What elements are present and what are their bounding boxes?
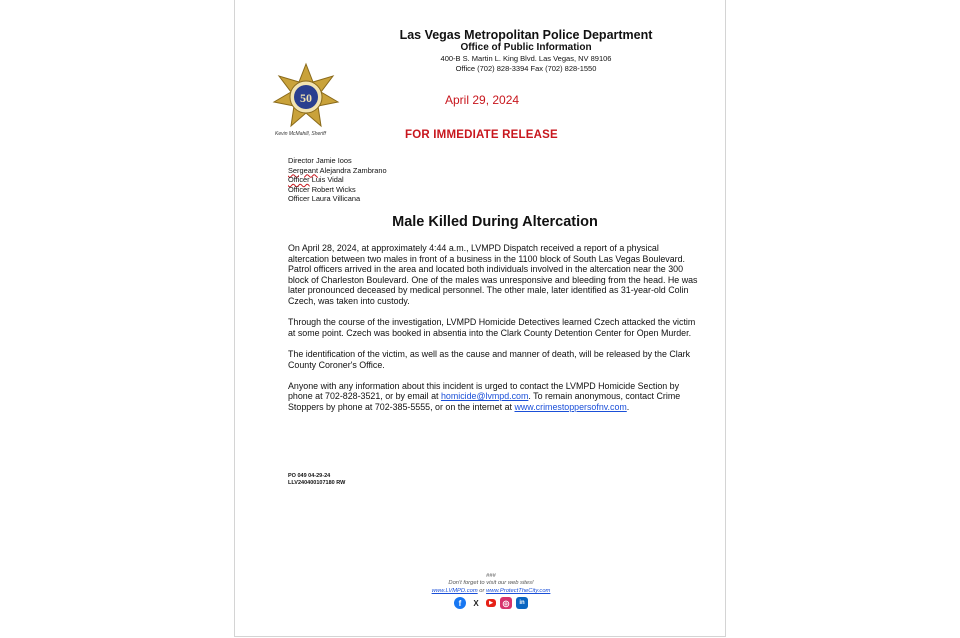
body-paragraph: The identification of the victim, as well as the cause and manner of death, will be released by the Clark County Coroner's Office. [288,348,691,370]
press-release-body [288,243,700,423]
end-marker: ### [486,573,496,579]
press-release-page [234,0,726,637]
homicide-email-link[interactable]: homicide@lvmpd.com [440,391,529,402]
recipient-line: Director Jamie Ioos [288,156,352,165]
reference-line: PO 049 04-29-24 [288,473,331,479]
badge-number: 50 [300,91,312,105]
body-paragraph: On April 28, 2024, at approximately 4:44 a.m., LVMPD Dispatch received a report of a physical altercation between two males in front of a business in the 1100 block of South Las Vegas Boulevard. Patrol officers arrived in the area and located both individuals involved in the altercation near the 300 block of Charleston Boulevard. One of the males was unresponsive and bleeding from the head. He was later pronounced deceased by medical personnel. The other male, later identified as 31-year-old Colin Czech, was taken into custody. [288,243,698,306]
footer-links: www.LVMPD.com or www.ProtectTheCity.com [431,587,551,594]
youtube-icon[interactable]: ▶ [486,599,496,607]
footer-tagline: Don't forget to visit our web sites! [448,580,534,587]
star-badge-icon [271,62,341,132]
contact-paragraph: Anyone with any information about this incident is urged to contact the LVMPD Homicide Section by phone at 702-828-3521, or by email at homicide@lvmpd.com. To remain anonymous, contact Crime Stoppers by phone at 702-385-5555, or on the internet at www.crimestoppersofnv.com. [288,380,681,412]
office-name: Office of Public Information [460,42,592,53]
recipient-line: Officer Laura Villicana [288,194,361,204]
office-address: 400-B S. Martin L. King Blvd. Las Vegas, NV 89106 [440,54,612,63]
reference-numbers [288,473,345,487]
release-date: April 29, 2024 [445,93,520,107]
lvmpd-site-link[interactable]: www.LVMPD.com [431,587,478,594]
page-footer [235,573,725,609]
recipient-line: Sergeant Alejandra Zambrano [288,165,387,175]
linkedin-icon[interactable]: in [516,597,528,609]
release-label: FOR IMMEDIATE RELEASE [405,129,558,141]
x-icon[interactable]: X [470,597,482,609]
instagram-icon[interactable]: ◎ [500,597,512,609]
police-badge-logo [271,62,341,132]
sheriff-name: Kevin McMahill, Sheriff [275,131,326,137]
social-icons [257,597,725,609]
office-phone-fax: Office (702) 828-3394 Fax (702) 828-1550 [455,64,597,73]
facebook-icon[interactable]: f [454,597,466,609]
department-name: Las Vegas Metropolitan Police Department [399,28,653,42]
recipient-list [288,156,387,204]
recipient-line: Officer Luis Vidal [288,175,344,185]
crimestoppers-link[interactable]: www.crimestoppersofnv.com [514,401,627,412]
recipient-line: Officer Robert Wicks [288,184,356,194]
reference-line: LLV240400107180 RW [288,480,346,486]
body-paragraph: Through the course of the investigation, LVMPD Homicide Detectives learned Czech attacked the victim at some point. Czech was booked in absentia into the Clark County Detention Center for Open Murder. [288,317,696,338]
press-release-title: Male Killed During Altercation [392,214,598,230]
protectthecity-site-link[interactable]: www.ProtectTheCity.com [486,587,551,594]
